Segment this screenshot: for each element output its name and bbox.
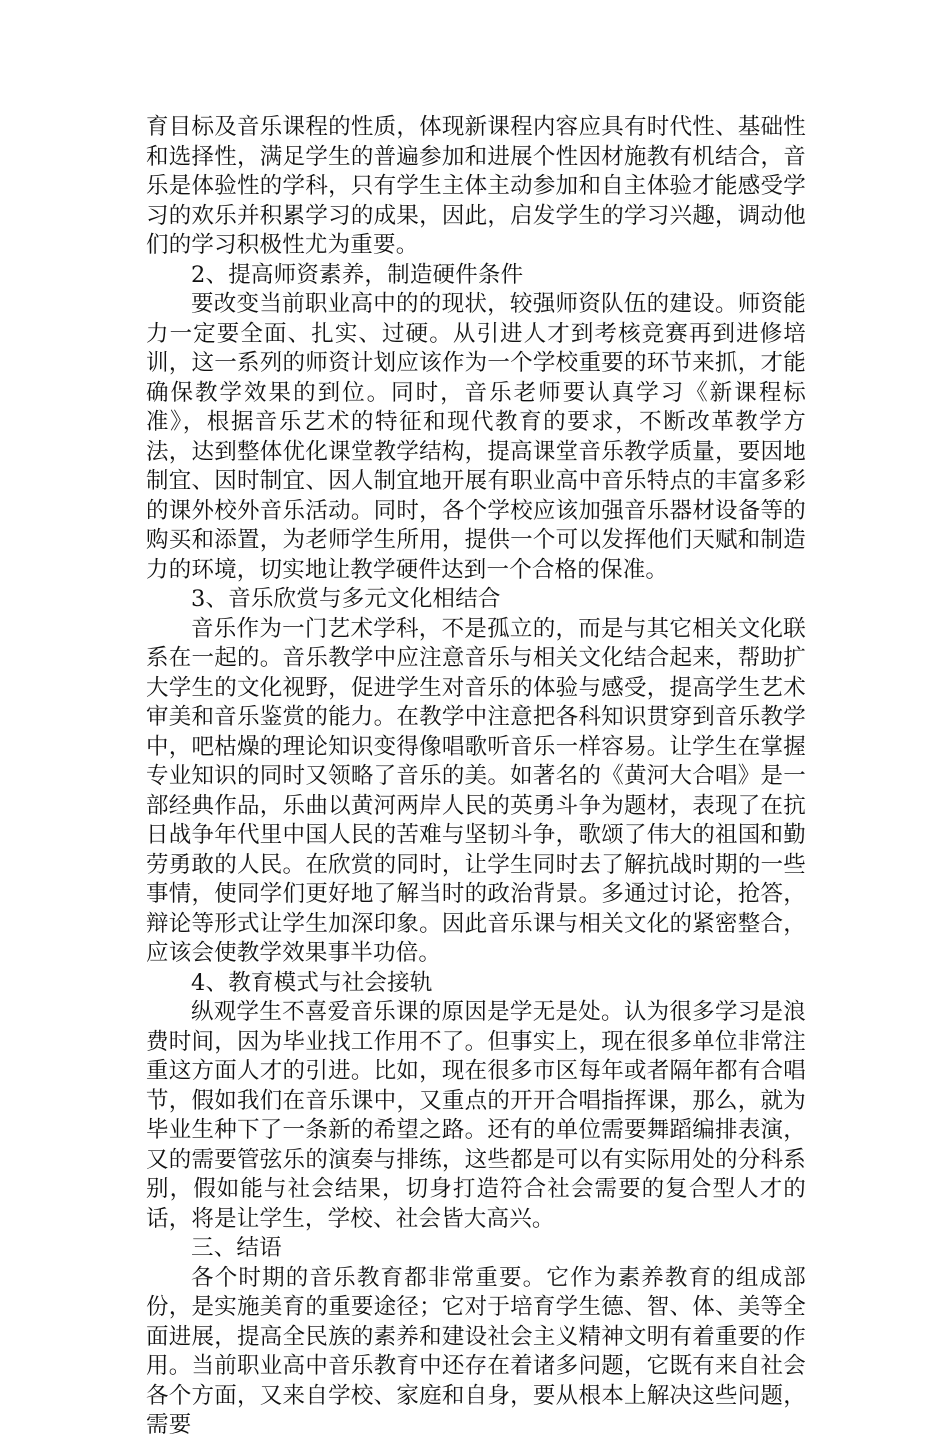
heading-teacher-quality: 2、提高师资素养，制造硬件条件 (191, 261, 524, 288)
heading-education-model: 4、教育模式与社会接轨 (191, 969, 433, 996)
paragraph-music-appreciation: 音乐作为一门艺术学科，不是孤立的，而是与其它相关文化联系在一起的。音乐教学中应注意音乐与相关文化结合起来，帮助扩大学生的文化视野，促进学生对音乐的体验与感受，提高学生艺术审美和音乐鉴赏的能力。在教学中注意把各科知识贯穿到音乐教学中，吧枯燥的理论知识变得像唱歌听音乐一样容易。让学生在掌握专业知识的同时又领略了音乐的美。如著名的《黄河大合唱》是一部经典作品，乐曲以黄河两岸人民的英勇斗争为题材，表现了在抗日战争年代里中国人民的苦难与坚韧斗争，歌颂了伟大的祖国和勤劳勇敢的人民。在欣赏的同时，让学生同时去了解抗战时期的一些事情，使同学们更好地了解当时的政治背景。多通过讨论，抢答，辩论等形式让学生加深印象。因此音乐课与相关文化的紧密整合，应该会使教学效果事半功倍。 (146, 615, 806, 966)
heading-music-appreciation: 3、音乐欣赏与多元文化相结合 (191, 586, 501, 612)
paragraph-education-model: 纵观学生不喜爱音乐课的原因是学无是处。认为很多学习是浪费时间，因为毕业找工作用不了。但事实上，现在很多单位非常注重这方面人才的引进。比如，现在很多市区每年或者隔年都有合唱节，假如我们在音乐课中，又重点的开开合唱指挥课，那么，就为毕业生种下了一条新的希望之路。还有的单位需要舞蹈编排表演，又的需要管弦乐的演奏与排练，这些都是可以有实际用处的分科系别，假如能与社会结果，切身打造符合社会需要的复合型人才的话，将是让学生，学校、社会皆大高兴。 (146, 999, 806, 1232)
document-body (146, 113, 806, 1441)
heading-conclusion: 三、结语 (191, 1235, 282, 1261)
paragraph-continuation: 育目标及音乐课程的性质，体现新课程内容应具有时代性、基础性和选择性，满足学生的普遍参加和进展个性因材施教有机结合，音乐是体验性的学科，只有学生主体主动参加和自主体验才能感受学习的欢乐并积累学习的成果，因此，启发学生的学习兴趣，调动他们的学习积极性尤为重要。 (146, 114, 806, 258)
paragraph-teacher-quality: 要改变当前职业高中的的现状，较强师资队伍的建设。师资能力一定要全面、扎实、过硬。从引进人才到考核竞赛再到进修培训，这一系列的师资计划应该作为一个学校重要的环节来抓，才能确保教学效果的到位。同时，音乐老师要认真学习《新课程标准》，根据音乐艺术的特征和现代教育的要求，不断改革教学方法，达到整体优化课堂教学结构，提高课堂音乐教学质量，要因地制宜、因时制宜、因人制宜地开展有职业高中音乐特点的丰富多彩的课外校外音乐活动。同时，各个学校应该加强音乐器材设备等的购买和添置，为老师学生所用，提供一个可以发挥他们天赋和制造力的环境，切实地让教学硬件达到一个合格的保准。 (146, 291, 806, 583)
paragraph-conclusion: 各个时期的音乐教育都非常重要。它作为素养教育的组成部份，是实施美育的重要途径；它对于培育学生德、智、体、美等全面进展，提高全民族的素养和建设社会主义精神文明有着重要的作用。当前职业高中音乐教育中还存在着诸多问题，它既有来自社会各个方面，又来自学校、家庭和自身，要从根本上解决这些问题，需要 (146, 1264, 806, 1438)
